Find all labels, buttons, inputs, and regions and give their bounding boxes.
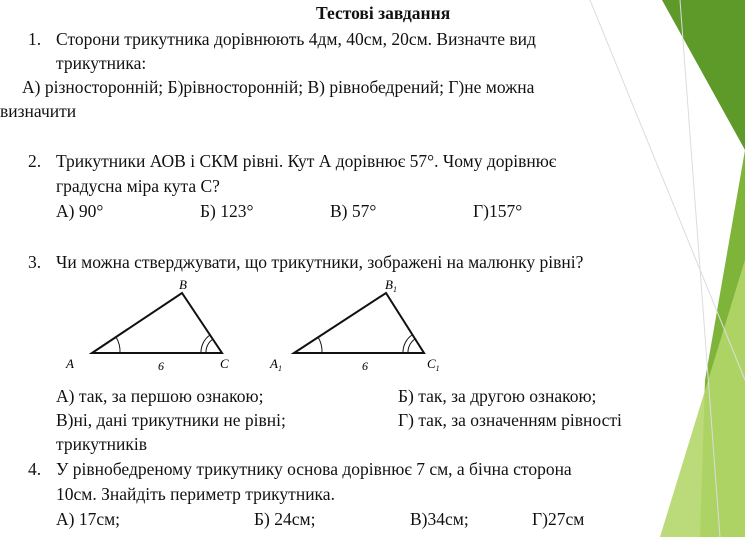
vertex-label-a1: $A_1$ — [270, 356, 282, 373]
q1-text-line2: трикутника: — [56, 53, 147, 73]
vertex-label-a: A — [66, 356, 74, 371]
q4-answer-b: Б) 24см; — [254, 509, 316, 529]
q1-answers-continued: визначити — [0, 101, 77, 121]
triangles-figure — [0, 270, 460, 380]
side-label-6: 6 — [362, 359, 368, 373]
vertex-label-b: B — [179, 277, 187, 292]
green-triangle-shape — [660, 260, 745, 537]
q3-answer-g: Г) так, за означенням рівності — [398, 410, 622, 430]
vertex-label-b1: $B_1$ — [385, 277, 397, 294]
side-label-6: 6 — [158, 359, 164, 373]
q3-text: Чи можна стверджувати, що трикутники, зображені на малюнку рівні? — [56, 252, 584, 272]
green-corner-shape — [662, 0, 745, 150]
vertex-label-c1: $C_1$ — [427, 356, 440, 373]
q2-answer-b: Б) 123° — [200, 201, 254, 221]
q4-answer-v: В)34см; — [410, 509, 469, 529]
q1-answers: А) різносторонній; Б)рівносторонній; В) рівнобедрений; Г)не можна — [22, 77, 535, 97]
q2-answer-a: А) 90° — [56, 201, 104, 221]
green-band-shape — [700, 150, 745, 537]
q2-text-line2: градусна міра кута С? — [56, 176, 220, 196]
decorative-line — [590, 0, 745, 380]
q3-answer-a: А) так, за першою ознакою; — [56, 386, 264, 406]
q3-answer-continued: трикутників — [56, 434, 147, 454]
decorative-line — [680, 0, 720, 537]
q4-text-line2: 10см. Знайдіть периметр трикутника. — [56, 484, 335, 504]
q2-number: 2. — [28, 151, 42, 171]
triangle-abc — [65, 277, 229, 373]
q4-text-line1: У рівнобедреному трикутнику основа дорівнює 7 см, а бічна сторона — [56, 459, 572, 479]
q4-number: 4. — [28, 459, 42, 479]
q1-text-line1: Сторони трикутника дорівнюють 4дм, 40см, 20см. Визначте вид — [56, 29, 536, 49]
q4-answer-g: Г)27см — [532, 509, 585, 529]
q2-answer-v: В) 57° — [330, 201, 377, 221]
q4-answer-a: А) 17см; — [56, 509, 121, 529]
q3-number: 3. — [28, 252, 42, 272]
page-title: Тестові завдання — [316, 3, 451, 23]
vertex-label-c: C — [220, 356, 229, 371]
q1-number: 1. — [28, 29, 42, 49]
q2-text-line1: Трикутники АОВ і СКМ рівні. Кут А дорівнює 57°. Чому дорівнює — [56, 151, 557, 171]
q2-answer-g: Г)157° — [473, 201, 523, 221]
q3-answer-v: В)ні, дані трикутники не рівні; — [56, 410, 286, 430]
triangle-a1b1c1 — [269, 277, 440, 373]
q3-answer-b: Б) так, за другою ознакою; — [398, 386, 597, 406]
